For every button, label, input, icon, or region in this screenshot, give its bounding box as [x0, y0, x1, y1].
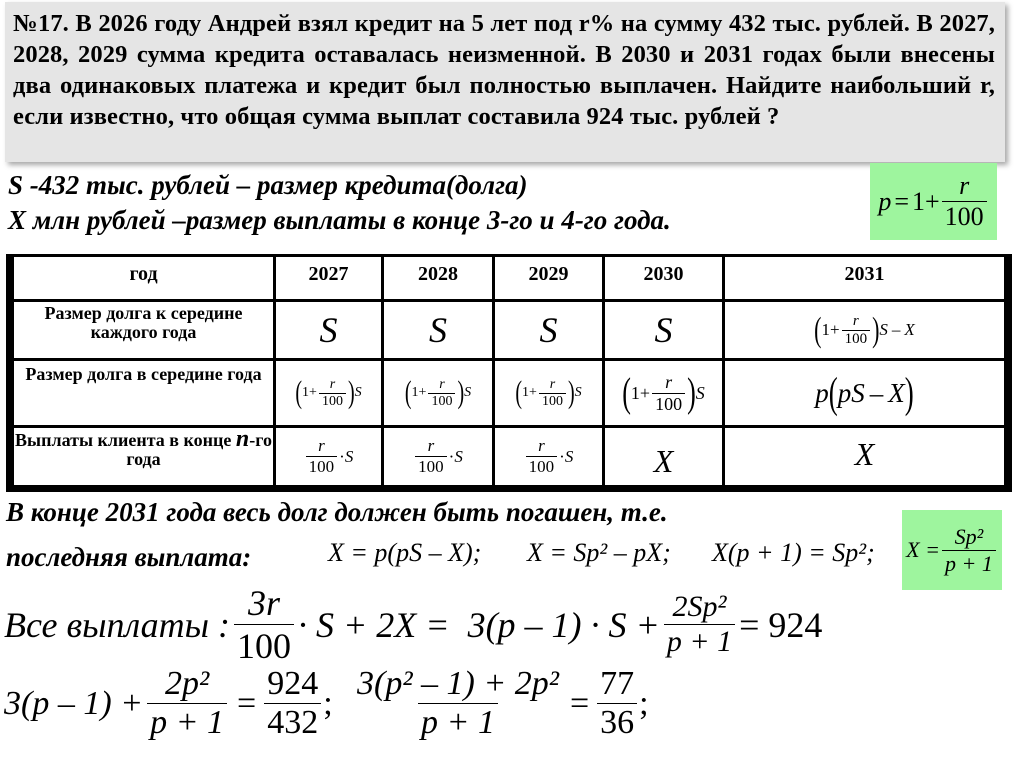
fraction-numerator: 2p²: [164, 665, 210, 702]
r-over-100: [652, 372, 685, 415]
header-label: 2028: [418, 263, 458, 285]
924-over-432: [264, 665, 321, 742]
s-symbol: S: [539, 310, 558, 350]
2sp2-over-p-plus-1: [664, 590, 735, 659]
s-symbol: S: [319, 310, 338, 350]
cell-2027-mid: ( 1 + $\frac{r}{100}$ ) S: [276, 361, 381, 425]
row3-label-part-b: -го года: [126, 430, 272, 469]
plus-sign: +: [418, 385, 427, 400]
fraction-denominator: 100: [415, 456, 447, 477]
x-symbol: X: [888, 377, 905, 408]
all-payments-label: Все выплаты :: [4, 604, 230, 645]
equals-sign: =: [569, 684, 590, 722]
row-label-text: [14, 426, 273, 469]
solution-line-1: [6, 497, 668, 528]
r-over-100: [319, 377, 346, 410]
s-symbol: S: [564, 446, 574, 466]
all-payments-result: = 924: [739, 604, 823, 645]
fraction-numerator: 924: [267, 665, 319, 702]
cell-2030-mid: ( 1 + $\frac{r}{100}$ ) S: [605, 361, 722, 425]
77-over-36: [597, 665, 637, 742]
equals-sign: =: [237, 684, 257, 722]
row-label-text: Размер долга в середине года: [25, 364, 262, 384]
cell-2027-debt: [276, 302, 381, 358]
table-header-2029: [495, 257, 602, 299]
fraction-numerator: r: [549, 376, 556, 392]
s-symbol: S: [464, 385, 472, 400]
solution-text: В конце 2031 года весь долг должен быть погашен, т.е.: [6, 497, 668, 527]
fraction-denominator: p + 1: [942, 550, 996, 577]
fraction-denominator: 100: [428, 393, 455, 410]
fraction-numerator: r: [959, 171, 970, 200]
3r-over-100: [234, 582, 294, 667]
cell-2031-debt: ( 1 + $\frac{r}{100}$ ) S – X: [725, 302, 1004, 358]
header-label: 2029: [528, 263, 569, 285]
fraction-numerator: 2Sp²: [672, 590, 727, 623]
table-header-2030: [605, 257, 722, 299]
fraction-numerator: r: [538, 436, 545, 455]
ps-term: pS: [837, 377, 865, 408]
2p2-over-p-plus-1: [147, 665, 227, 742]
x-formula-box: [902, 510, 1002, 590]
fraction-denominator: 432: [264, 703, 321, 742]
table-header-2028: [384, 257, 492, 299]
fraction-denominator: p + 1: [418, 703, 498, 742]
cell-2031-payment: [725, 428, 1004, 485]
equation-line-5: [352, 665, 649, 742]
fraction-numerator: r: [439, 376, 445, 392]
r-over-100: [842, 313, 871, 348]
table-header-2031: [725, 257, 1004, 299]
all-payments-equation: [4, 582, 822, 667]
fraction-denominator: 100: [234, 624, 294, 667]
x-symbol: X: [904, 320, 915, 339]
one-digit: 1: [522, 385, 530, 400]
s-symbol: S: [695, 382, 705, 403]
table-header-2027: [276, 257, 381, 299]
x-symbol: X: [653, 443, 674, 479]
s-symbol: S: [879, 320, 888, 339]
row-label-text: Размер долга к середине каждого года: [44, 303, 243, 342]
problem-text: №17. В 2026 году Андрей взял кредит на 5 лет под r% на сумму 432 тыс. рублей. В 2027, 2028, 2029 сумма кредита оставалась неизменной. В 2030 и 2031 годах были внесены два одинаковых платежа и кредит был полностью выплачен. Найдите наибольший r, если известно, что общая сумма выплат составила 924 тыс. рублей ?: [13, 10, 995, 130]
s-symbol: S: [574, 385, 582, 400]
row-label-debt-mid-year: [14, 361, 273, 425]
one-digit: 1: [630, 382, 640, 403]
r-over-100: [526, 436, 558, 477]
fraction-numerator: r: [427, 436, 435, 455]
r-over-100: [306, 436, 338, 477]
equals-sign: =: [894, 186, 909, 216]
cell-2030-payment: [605, 428, 722, 485]
r-over-100: [415, 436, 447, 477]
equation-text: X(p + 1) = Sp²;: [712, 538, 875, 567]
header-label: 2027: [308, 263, 349, 285]
header-label: год: [129, 263, 158, 285]
r-over-100: [942, 171, 987, 232]
s-symbol: S: [654, 310, 673, 350]
cell-2028-mid: ( 1 + $\frac{r}{100}$ ) S: [384, 361, 492, 425]
fraction-denominator: p + 1: [147, 703, 227, 742]
header-label: 2031: [844, 263, 885, 285]
equation-line-4: [4, 665, 333, 742]
debt-table: [6, 254, 1012, 492]
s-symbol: S: [344, 446, 354, 466]
p-symbol: p: [878, 186, 892, 216]
cell-2031-mid: p ( pS – X ): [725, 361, 1004, 425]
plus-sign: +: [925, 186, 940, 216]
n-symbol: n: [235, 426, 250, 452]
plus-sign: +: [309, 385, 317, 400]
equation-1: [328, 538, 481, 568]
fraction-denominator: 36: [597, 703, 637, 742]
one-digit: 1: [821, 320, 830, 339]
cell-2030-debt: [605, 302, 722, 358]
x-symbol: X: [854, 436, 875, 472]
dot-sign: ·: [339, 446, 345, 466]
one-digit: 1: [302, 385, 310, 400]
plus-sign: +: [639, 382, 651, 403]
one-digit: 1: [411, 385, 419, 400]
note-credit-size: [8, 170, 528, 201]
s-symbol: S: [354, 385, 362, 400]
dot-sign: ·: [559, 446, 565, 466]
fraction-denominator: 100: [319, 393, 346, 410]
s-symbol: S: [429, 310, 447, 350]
fraction-denominator: p + 1: [664, 624, 735, 659]
cell-2027-payment: [276, 428, 381, 485]
plus-sign: +: [830, 320, 840, 339]
p-formula-box: [870, 163, 997, 240]
cell-2029-debt: [495, 302, 602, 358]
semicolon: ;: [639, 684, 649, 722]
equation-2: [527, 538, 671, 568]
semicolon: ;: [323, 684, 333, 722]
r-over-100: [428, 377, 455, 410]
fraction-numerator: 3(p² – 1) + 2p²: [357, 665, 559, 702]
row-label-debt-mid-each-year: [14, 302, 273, 358]
all-payments-mid: · S + 2X =: [297, 604, 450, 645]
fraction-denominator: 100: [306, 456, 338, 477]
table-header-year: [14, 257, 273, 299]
row3-label-part-a: Выплаты клиента в конце: [15, 430, 236, 450]
x-equals: X =: [906, 537, 940, 562]
equation-text: X = Sp² – pX;: [527, 538, 671, 567]
fraction-numerator: r: [665, 371, 673, 392]
equation-3: [712, 538, 875, 568]
fraction-denominator: 100: [526, 456, 558, 477]
fraction-denominator: 100: [842, 330, 871, 348]
sp2-over-p-plus-1: [942, 524, 996, 577]
fraction-numerator: r: [852, 312, 859, 329]
fraction-numerator: 3r: [247, 583, 280, 623]
line4-term: 3(p – 1) +: [4, 684, 144, 722]
big-fraction: [354, 665, 562, 742]
note-payment-size: [8, 205, 671, 236]
all-payments-term: 3(p – 1) · S +: [467, 604, 660, 645]
cell-2028-payment: [384, 428, 492, 485]
r-over-100: [539, 377, 566, 410]
solution-text: последняя выплата:: [6, 542, 252, 572]
one-digit: 1: [912, 186, 925, 216]
s-symbol: S: [454, 446, 463, 466]
row-label-client-payments: [14, 428, 273, 485]
cell-2029-payment: [495, 428, 602, 485]
p-symbol: p: [815, 377, 829, 408]
dot-sign: ·: [448, 446, 455, 466]
fraction-numerator: r: [318, 436, 325, 455]
problem-statement: [5, 2, 1005, 162]
fraction-numerator: 77: [600, 665, 635, 702]
plus-sign: +: [529, 385, 537, 400]
minus-sign: –: [891, 320, 901, 339]
fraction-denominator: 100: [652, 393, 685, 415]
minus-sign: –: [869, 377, 884, 408]
fraction-numerator: r: [329, 376, 336, 392]
header-label: 2030: [643, 263, 684, 285]
note-credit-text: S -432 тыс. рублей – размер кредита(долга): [8, 170, 528, 200]
solution-line-2: [6, 542, 251, 573]
equation-text: X = p(pS – X);: [328, 538, 482, 567]
cell-2028-debt: [384, 302, 492, 358]
cell-2029-mid: ( 1 + $\frac{r}{100}$ ) S: [495, 361, 602, 425]
fraction-denominator: 100: [539, 393, 566, 410]
note-payment-text: X млн рублей –размер выплаты в конце 3-го и 4-го года.: [8, 205, 671, 235]
fraction-numerator: Sp²: [954, 523, 984, 549]
fraction-denominator: 100: [942, 201, 987, 232]
